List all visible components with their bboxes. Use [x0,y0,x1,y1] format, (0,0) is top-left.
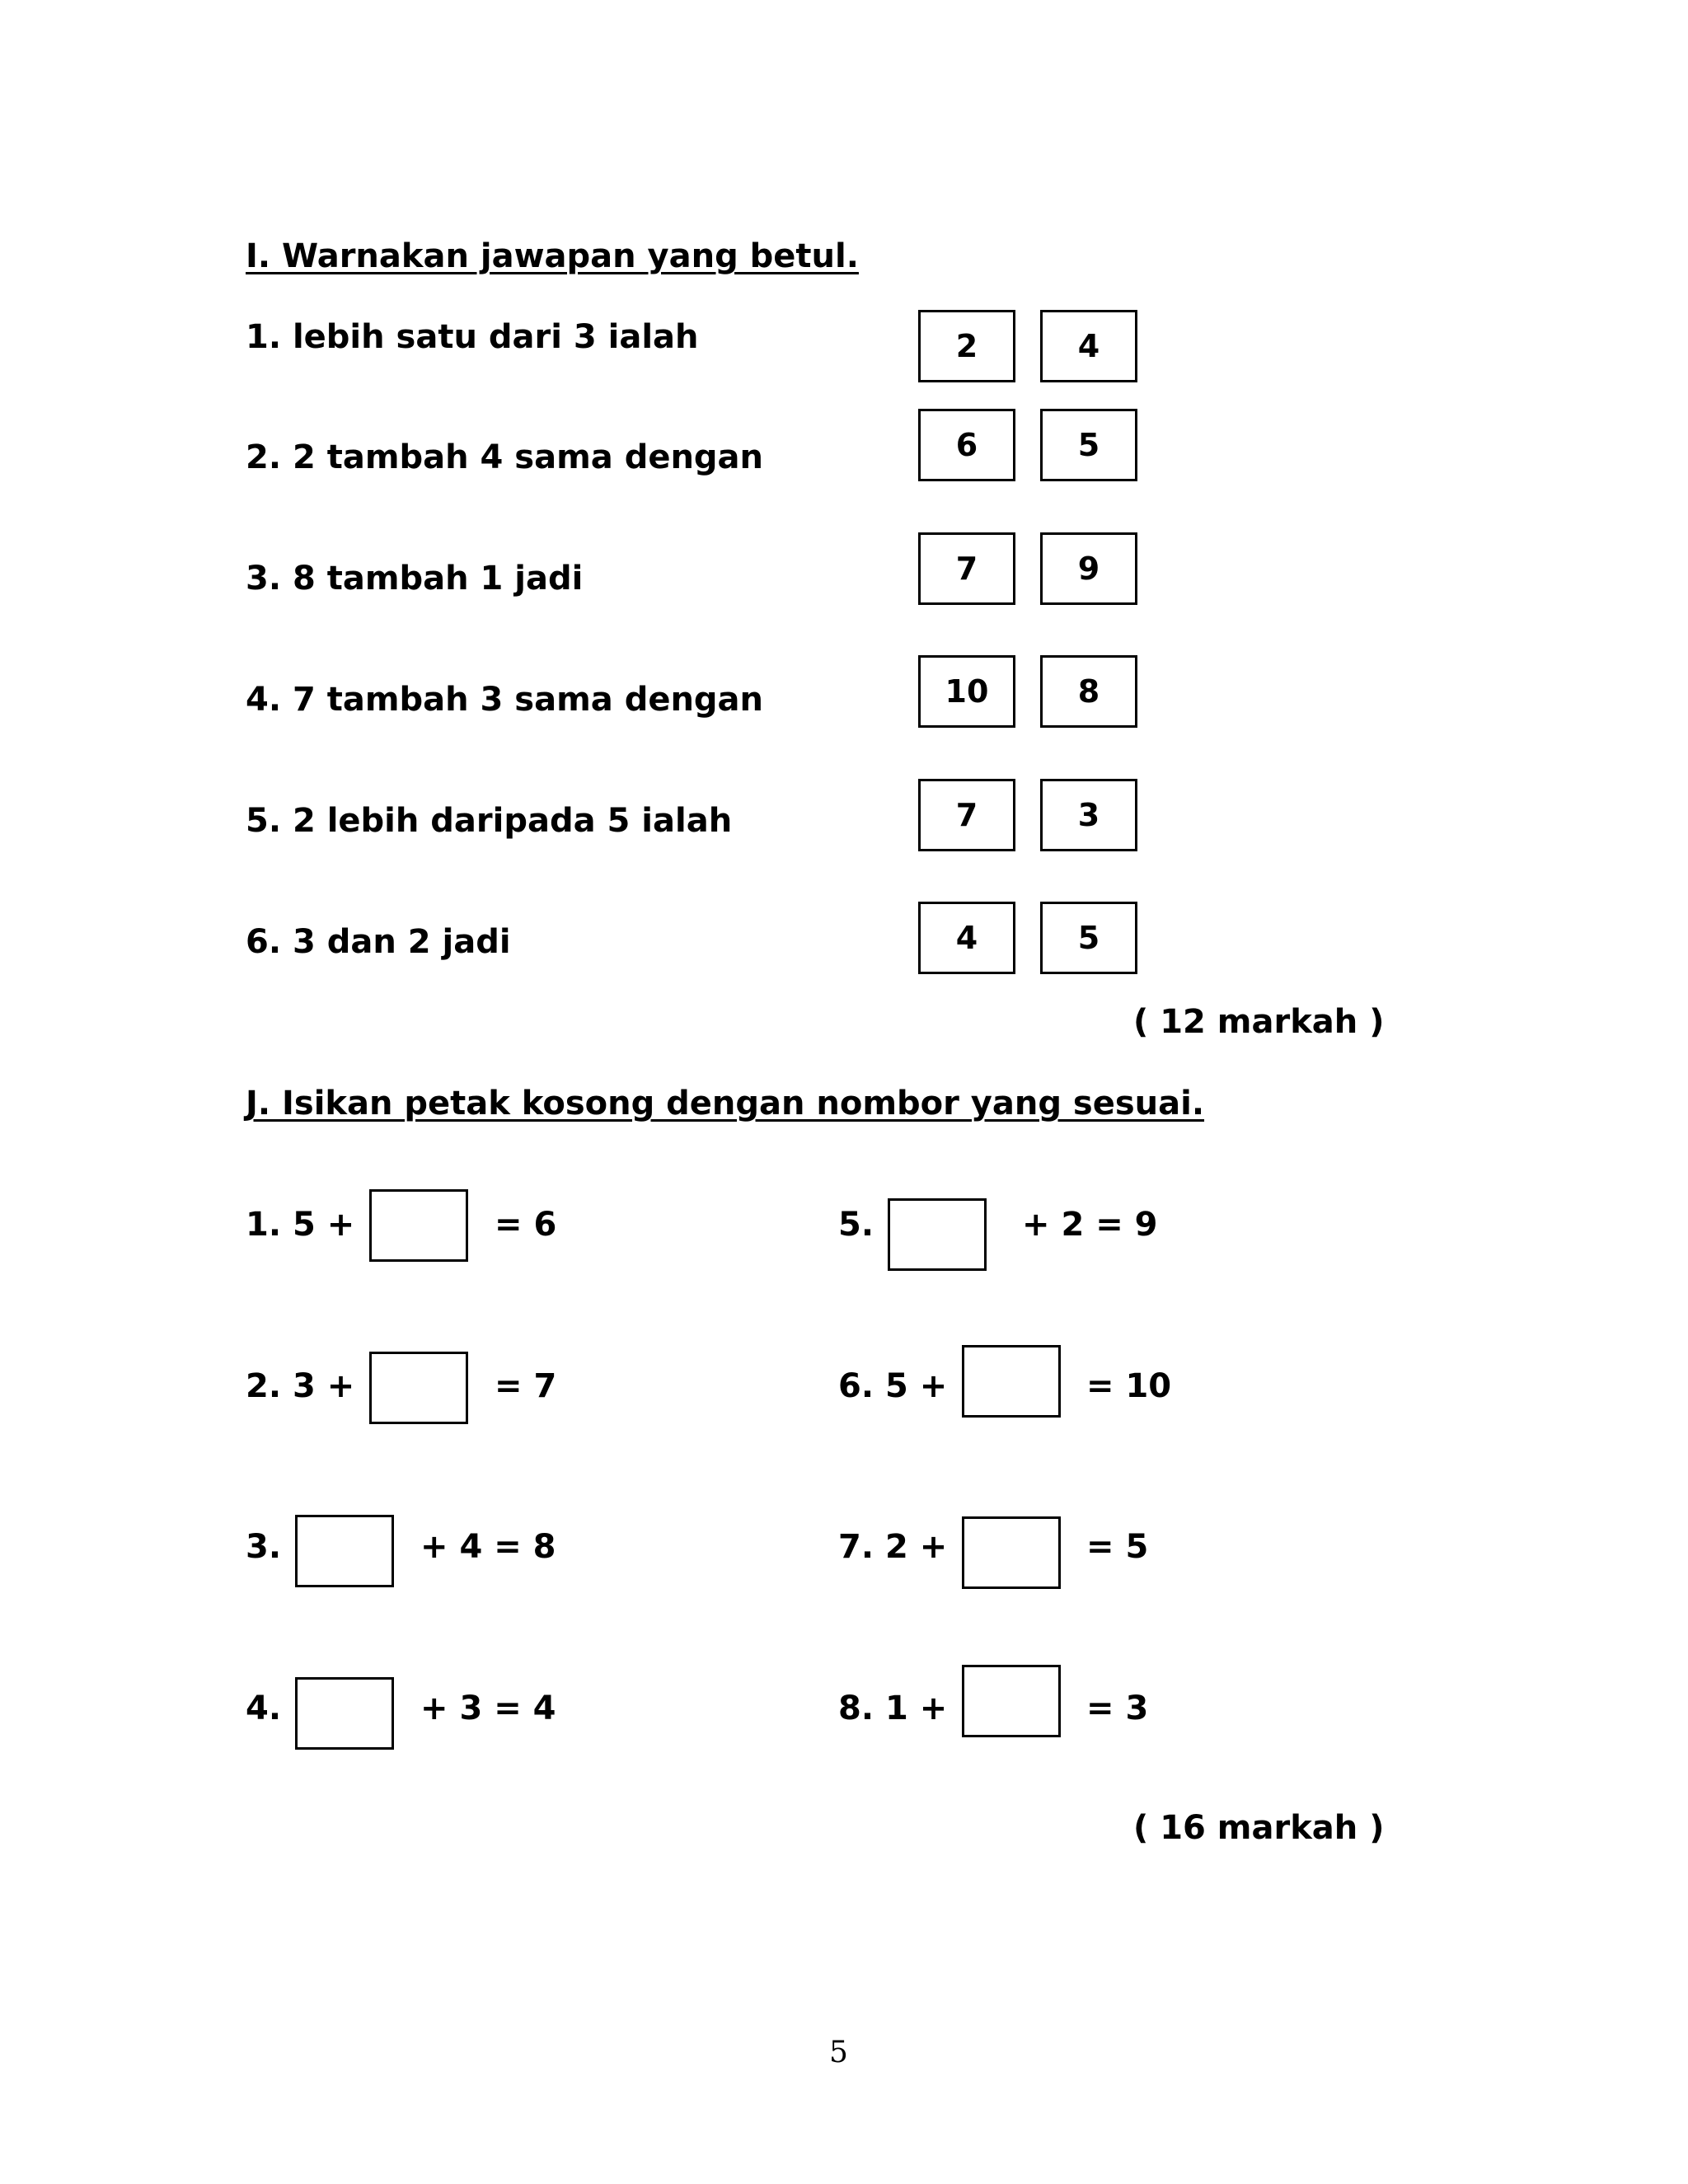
question-3-text: 3. 8 tambah 1 jadi [246,560,584,598]
question-6-text: 6. 3 dan 2 jadi [246,923,511,961]
question-6-option-b[interactable]: 5 [1040,902,1137,974]
equation-8-suffix: = 3 [1086,1690,1149,1727]
equation-8-prefix: 8. 1 + [838,1690,948,1727]
question-1-text: 1. lebih satu dari 3 ialah [246,318,699,356]
equation-5-blank[interactable] [888,1198,987,1271]
section-j-heading: J. Isikan petak kosong dengan nombor yang sesuai. [246,1085,1205,1122]
question-3-option-b[interactable]: 9 [1040,532,1137,605]
equation-4-suffix: + 3 = 4 [420,1690,556,1727]
question-4-text: 4. 7 tambah 3 sama dengan [246,681,764,719]
equation-8-blank[interactable] [962,1665,1061,1737]
question-1-option-a[interactable]: 2 [918,310,1015,382]
section-i-marks: ( 12 markah ) [1133,1003,1385,1041]
equation-2-prefix: 2. 3 + [246,1367,355,1405]
question-4-option-a[interactable]: 10 [918,655,1015,728]
equation-5-prefix: 5. [838,1206,874,1244]
question-4-option-b[interactable]: 8 [1040,655,1137,728]
equation-3-blank[interactable] [295,1515,394,1587]
question-2-option-b[interactable]: 5 [1040,409,1137,481]
equation-7-prefix: 7. 2 + [838,1528,948,1566]
question-6-option-a[interactable]: 4 [918,902,1015,974]
equation-1-suffix: = 6 [495,1206,557,1244]
question-5-text: 5. 2 lebih daripada 5 ialah [246,802,733,840]
section-i-heading: I. Warnakan jawapan yang betul. [246,237,859,275]
equation-2-suffix: = 7 [495,1367,557,1405]
equation-7-suffix: = 5 [1086,1528,1149,1566]
equation-6-blank[interactable] [962,1345,1061,1418]
equation-3-prefix: 3. [246,1528,282,1566]
equation-3-suffix: + 4 = 8 [420,1528,556,1566]
page-number: 5 [829,2036,848,2069]
question-5-option-a[interactable]: 7 [918,779,1015,851]
question-2-text: 2. 2 tambah 4 sama dengan [246,438,764,476]
equation-6-prefix: 6. 5 + [838,1367,948,1405]
equation-7-blank[interactable] [962,1516,1061,1589]
equation-1-prefix: 1. 5 + [246,1206,355,1244]
question-5-option-b[interactable]: 3 [1040,779,1137,851]
question-3-option-a[interactable]: 7 [918,532,1015,605]
equation-1-blank[interactable] [369,1189,468,1262]
equation-6-suffix: = 10 [1086,1367,1172,1405]
section-j-marks: ( 16 markah ) [1133,1809,1385,1847]
question-1-option-b[interactable]: 4 [1040,310,1137,382]
equation-4-blank[interactable] [295,1677,394,1750]
question-2-option-a[interactable]: 6 [918,409,1015,481]
equation-5-suffix: + 2 = 9 [1022,1206,1158,1244]
equation-2-blank[interactable] [369,1352,468,1424]
equation-4-prefix: 4. [246,1690,282,1727]
